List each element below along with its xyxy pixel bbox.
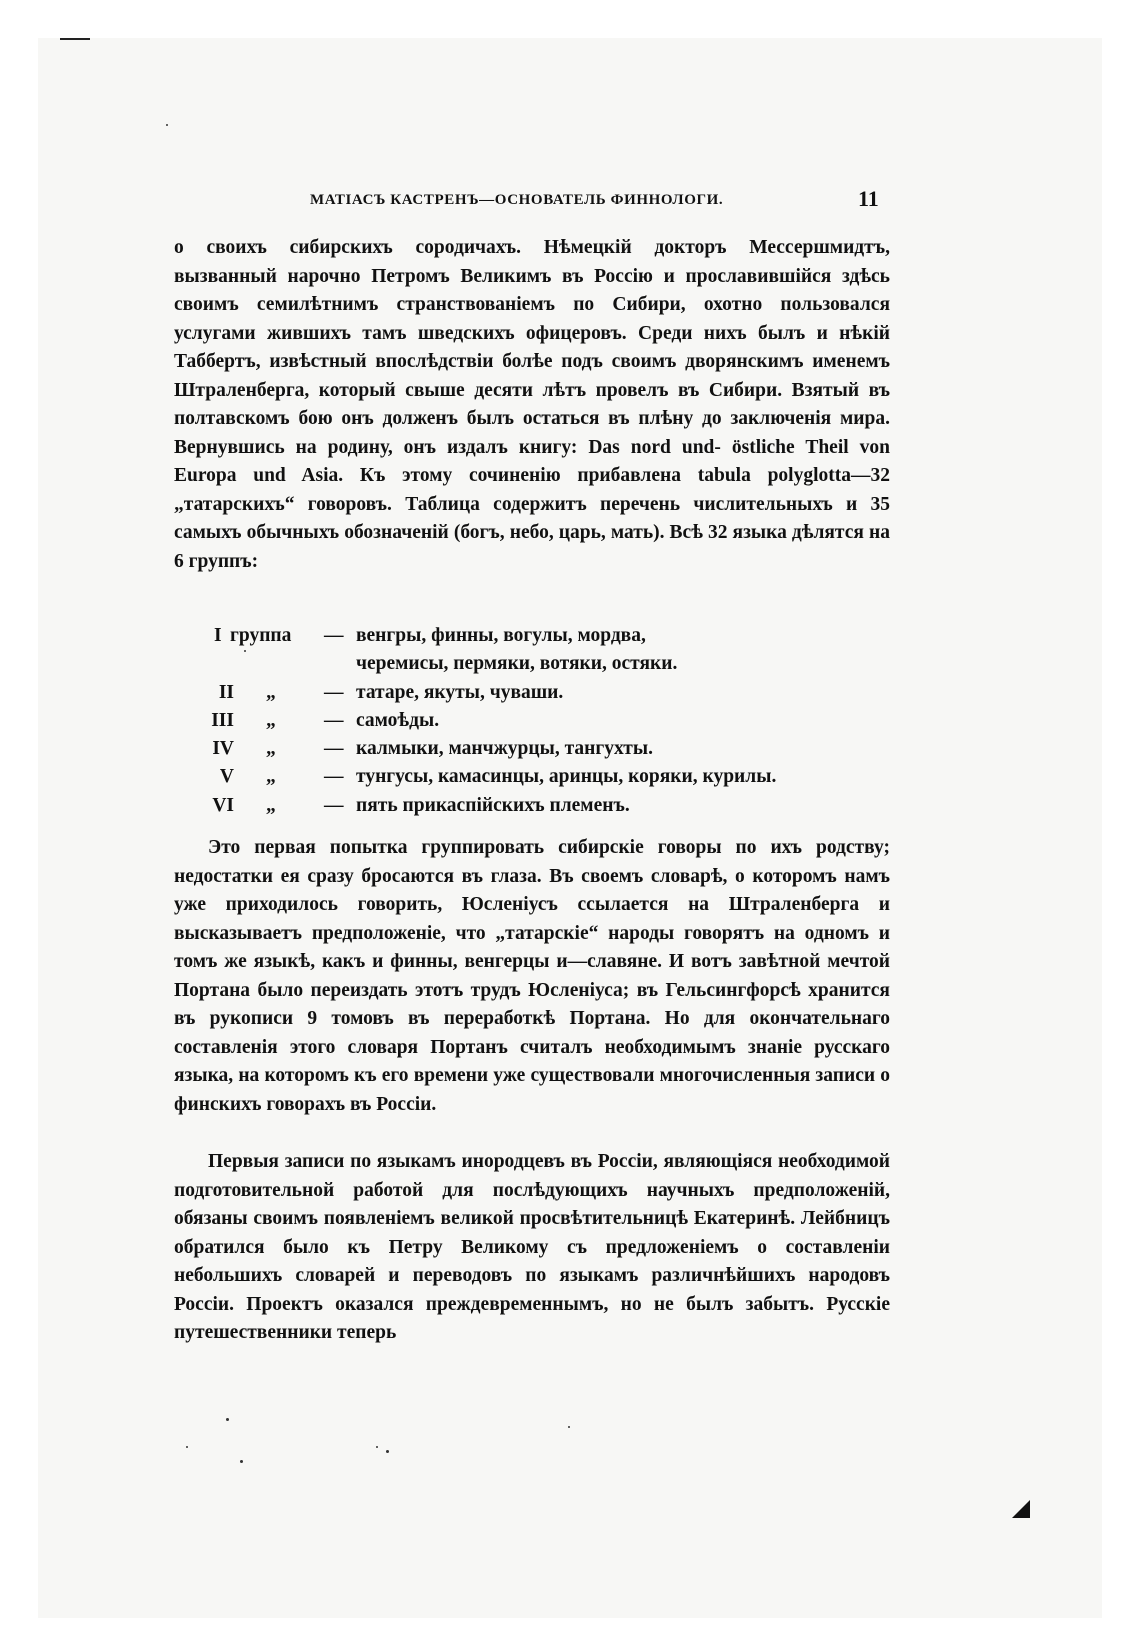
group-members: венгры, финны, вогулы, мордва, [356, 625, 646, 646]
ditto-mark: „ [266, 709, 276, 731]
ditto-mark: „ [266, 794, 276, 816]
group-members: пять прикаспійскихъ племенъ. [356, 794, 630, 816]
ditto-mark: „ [266, 738, 276, 760]
group-number: III [211, 709, 234, 731]
group-row [174, 763, 890, 791]
group-row [174, 792, 890, 820]
group-dash: — [324, 709, 344, 731]
group-row [174, 622, 890, 650]
group-row [174, 650, 890, 678]
group-row [174, 707, 890, 735]
paragraph-2: Это первая попытка группировать сибирскіе говоры по ихъ родству; недостатки ея сразу бросаются въ глаза. Въ своемъ словарѣ, о которомъ намъ уже приходилось говорить, Юсленіусъ ссылается на Штраленберга и высказываетъ предположеніе, что „татарскіе“ народы говорятъ на одномъ и томъ же языкѣ, какъ и финны, венгерцы и—славяне. И вотъ завѣтной мечтой Портана было переиздать этотъ трудъ Юсленіуса; въ Гельсингфорсѣ хранится въ рукописи 9 томовъ въ переработкѣ Портана. Но для окончательнаго составленія этого словаря Портанъ считалъ необходимымъ знаніе русскаго языка, на которомъ къ его времени уже существовали многочисленныя записи о финскихъ говорахъ въ Россіи. [174, 837, 890, 1115]
speck [568, 1426, 570, 1428]
group-members: тунгусы, камасинцы, аринцы, коряки, курилы. [356, 766, 777, 788]
group-dash: — [324, 766, 344, 788]
group-members: татаре, якуты, чуваши. [356, 681, 564, 703]
running-header: МАТІАСЪ КАСТРЕНЪ—ОСНОВАТЕЛЬ ФИННОЛОГИ. [310, 192, 724, 208]
scan-mark [60, 38, 90, 40]
group-number: VI [212, 794, 234, 816]
group-dash: — [324, 794, 344, 816]
speck [186, 1446, 188, 1448]
group-dash: — [324, 738, 344, 760]
group-members: черемисы, пермяки, вотяки, остяки. [356, 653, 678, 675]
group-number: V [219, 766, 234, 788]
speck [226, 1418, 229, 1421]
group-number: IV [212, 738, 234, 760]
speck [386, 1450, 389, 1453]
group-list [174, 622, 890, 820]
group-dash: — [324, 681, 344, 703]
group-members: калмыки, манчжурцы, тангухты. [356, 738, 653, 760]
paragraph-3: Первыя записи по языкамъ инородцевъ въ Россіи, являющіяся необходимой подготовительной работой для послѣдующихъ научныхъ предположеній, обязаны своимъ появленіемъ великой просвѣтительницѣ Екатеринѣ. Лейбницъ обратился было къ Петру Великому съ предложеніемъ о составленіи небольшихъ словарей и переводовъ по языкамъ различнѣйшихъ народовъ Россіи. Проектъ оказался преждевременнымъ, но не былъ забытъ. Русскіе путешественники теперь [174, 1151, 890, 1343]
page-number: 11 [858, 186, 879, 211]
speck [240, 1460, 243, 1463]
ditto-mark: „ [266, 766, 276, 788]
ditto-mark: „ [266, 681, 276, 703]
paragraph-1: о своихъ сибирскихъ сородичахъ. Нѣмецкій докторъ Мессершмидтъ, вызванный нарочно Петромъ Великимъ въ Россію и прославившійся здѣсь своимъ семилѣтнимъ странствованіемъ по Сибири, охотно пользовался услугами жившихъ тамъ шведскихъ офицеровъ. Среди нихъ былъ и нѣкій Таббертъ, извѣстный впослѣдствіи болѣе подъ своимъ дворянскимъ именемъ Штраленберга, который свыше десяти лѣтъ провелъ въ Сибири. Взятый въ полтавскомъ бою онъ долженъ былъ остаться въ плѣну до заключенія мира. Вернувшись на родину, онъ издалъ книгу: Das nord und- östliche Theil von Europa und Asia. Къ этому сочиненію прибавлена tabula polyglotta—32 „татарскихъ“ говоровъ. Таблица содержитъ перечень числительныхъ и 35 самыхъ обычныхъ обозначеній (богъ, небо, царь, мать). Всѣ 32 языка дѣлятся на 6 группъ: [174, 237, 890, 572]
group-row [174, 735, 890, 763]
group-number: I [214, 625, 222, 646]
speck [166, 124, 168, 126]
group-word: группа [230, 625, 292, 646]
group-number: II [218, 681, 234, 703]
group-dash: — [324, 625, 344, 646]
speck [376, 1446, 378, 1448]
group-members: самоѣды. [356, 709, 440, 731]
group-row [174, 679, 890, 707]
